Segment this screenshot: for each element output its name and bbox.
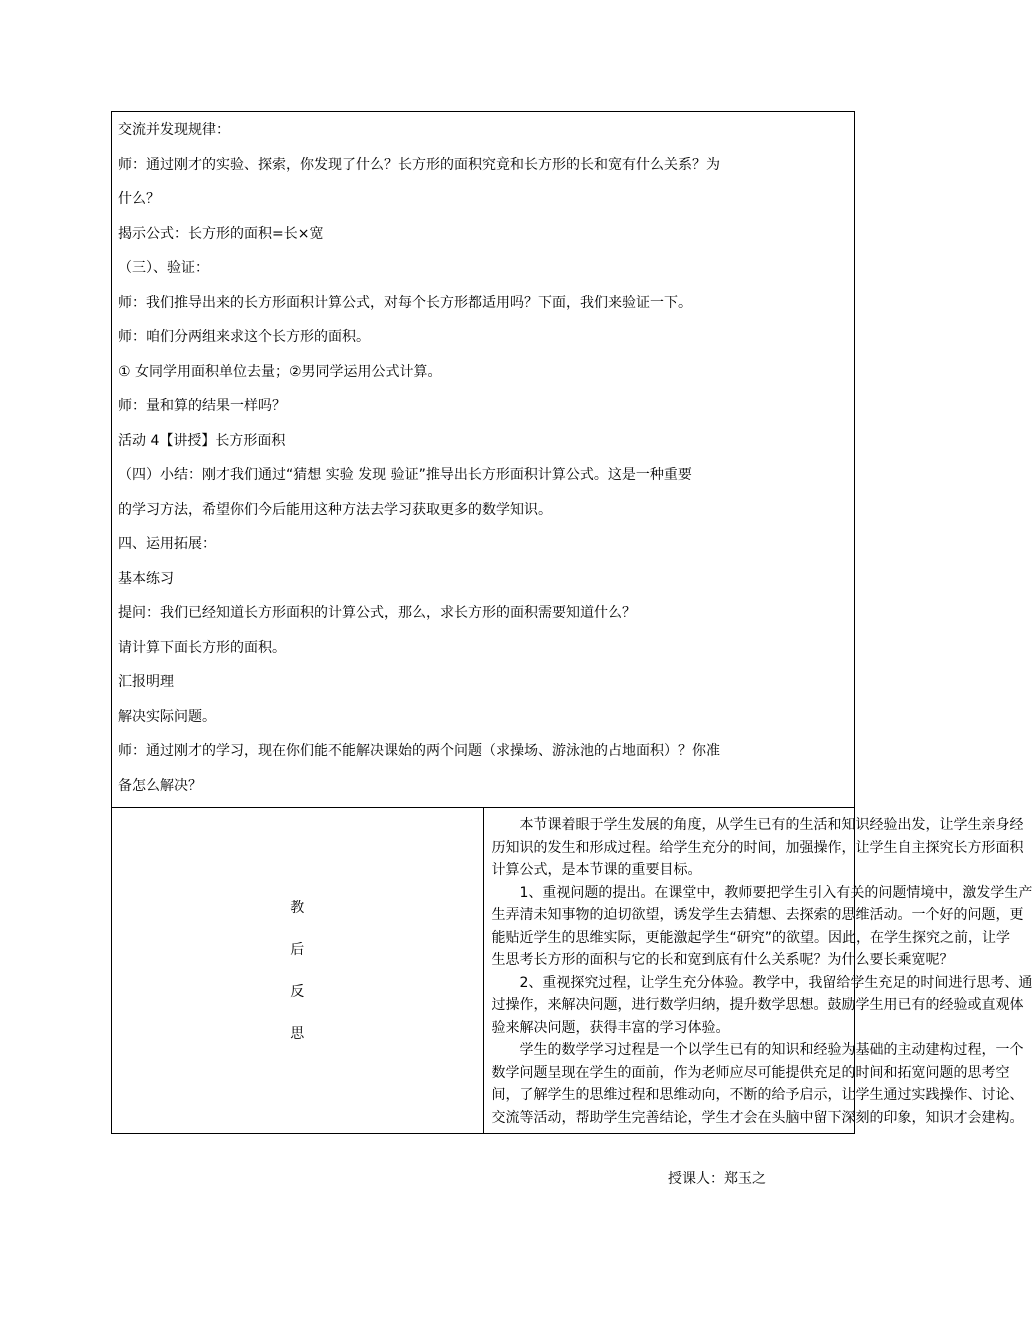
body-line-15: 提问：我们已经知道长方形面积的计算公式，那么，求长方形的面积需要知道什么？	[118, 605, 636, 621]
teaching-process-cell	[112, 112, 855, 808]
body-line-20: 备怎么解决？	[118, 777, 202, 794]
reflection-line-6: 能贴近学生的思维实际，更能激起学生“研究”的欲望。因此，在学生探究之前，让学	[491, 929, 1011, 946]
body-line-8: ① 女同学用面积单位去量；②男同学运用公式计算。	[118, 363, 442, 380]
body-line-13: 四、运用拓展：	[118, 536, 216, 552]
body-line-3: 什么？	[118, 191, 160, 207]
teacher-signature: 授课人：郑玉之	[668, 1171, 766, 1187]
body-line-1: 交流并发现规律：	[118, 122, 230, 138]
body-line-9: 师：量和算的结果一样吗？	[118, 398, 286, 414]
reflection-line-7: 生思考长方形的面积与它的长和宽到底有什么关系呢？为什么要长乘宽呢？	[491, 952, 954, 968]
reflection-line-14: 交流等活动，帮助学生完善结论，学生才会在头脑中留下深刻的印象，知识才会建构。	[491, 1109, 1024, 1126]
reflection-label-char-4: 思	[290, 1025, 305, 1042]
reflection-label-cell	[112, 808, 484, 1134]
body-line-5: （三）、验证：	[118, 260, 209, 276]
reflection-content-cell	[483, 808, 1032, 1134]
body-line-17: 汇报明理	[118, 674, 174, 690]
reflection-label-char-1: 教	[290, 899, 305, 916]
reflection-line-9: 过操作，来解决问题，进行数学归纳，提升数学思想。鼓励学生用已有的经验或直观体	[491, 997, 1024, 1013]
body-line-4: 揭示公式：长方形的面积=长×宽	[118, 225, 324, 242]
reflection-line-4: 1、重视问题的提出。在课堂中，教师要把学生引入有关的问题情境中，激发学生产	[519, 884, 1032, 901]
body-line-18: 解决实际问题。	[118, 708, 216, 725]
body-line-14: 基本练习	[118, 570, 174, 587]
reflection-label-char-3: 反	[290, 983, 305, 1000]
reflection-line-12: 数学问题呈现在学生的面前，作为老师应尽可能提供充足的时间和拓宽问题的思考空	[491, 1064, 1010, 1081]
reflection-row	[112, 808, 855, 1134]
body-line-10: 活动 4【讲授】长方形面积	[118, 432, 286, 449]
body-line-6: 师：我们推导出来的长方形面积计算公式，对每个长方形都适用吗？下面，我们来验证一下。	[118, 294, 692, 311]
body-line-16: 请计算下面长方形的面积。	[118, 639, 286, 656]
reflection-line-2: 历知识的发生和形成过程。给学生充分的时间，加强操作，让学生自主探究长方形面积	[491, 839, 1024, 856]
lesson-plan-table	[111, 111, 1032, 1134]
reflection-line-5: 生弄清未知事物的迫切欲望，诱发学生去猜想、去探索的思维活动。一个好的问题，更	[491, 907, 1024, 923]
reflection-label-char-2: 后	[290, 941, 305, 958]
reflection-line-11: 学生的数学学习过程是一个以学生已有的知识和经验为基础的主动建构过程，一个	[519, 1042, 1024, 1058]
body-line-2: 师：通过刚才的实验、探索，你发现了什么？长方形的面积究竟和长方形的长和宽有什么关系？为	[118, 156, 720, 173]
reflection-line-10: 验来解决问题，获得丰富的学习体验。	[491, 1019, 730, 1036]
body-line-7: 师：咱们分两组来求这个长方形的面积。	[118, 329, 370, 345]
reflection-line-8: 2、重视探究过程，让学生充分体验。教学中，我留给学生充足的时间进行思考、通	[519, 974, 1032, 991]
body-line-12: 的学习方法，希望你们今后能用这种方法去学习获取更多的数学知识。	[118, 501, 552, 518]
reflection-line-13: 间，了解学生的思维过程和思维动向，不断的给予启示，让学生通过实践操作、讨论、	[491, 1087, 1024, 1103]
reflection-line-3: 计算公式，是本节课的重要目标。	[491, 862, 702, 878]
body-line-11: （四）小结：刚才我们通过“猜想 实验 发现 验证”推导出长方形面积计算公式。这是一种重要	[118, 467, 692, 483]
body-line-19: 师：通过刚才的学习，现在你们能不能解决课始的两个问题（求操场、游泳池的占地面积）？你准	[118, 743, 720, 759]
teaching-process-row	[112, 112, 855, 808]
reflection-line-1: 本节课着眼于学生发展的角度，从学生已有的生活和知识经验出发，让学生亲身经	[519, 817, 1024, 833]
